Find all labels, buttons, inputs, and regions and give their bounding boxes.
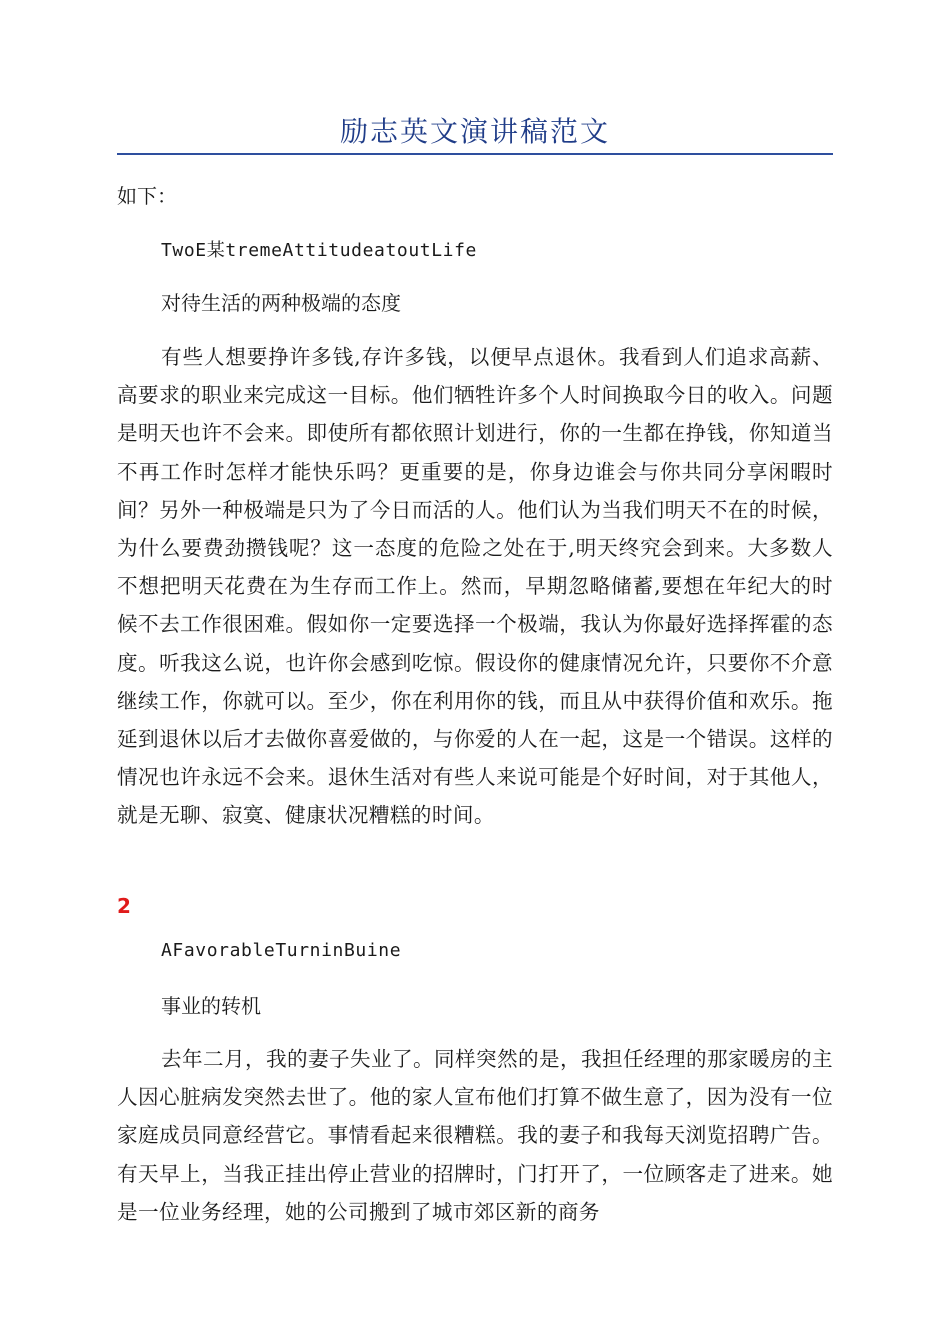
title-underline — [117, 153, 833, 155]
document-title: 励志英文演讲稿范文 — [339, 115, 610, 148]
section-number: 2 — [117, 894, 131, 918]
section1-body: 有些人想要挣许多钱,存许多钱，以便早点退休。我看到人们追求高薪、高要求的职业来完成这一目标。他们牺牲许多个人时间换取今日的收入。问题是明天也许不会来。即使所有都依照计划进行，你的一生都在挣钱，你知道当不再工作时怎样才能快乐吗？更重要的是，你身边谁会与你共同分享闲暇时间？另外一种极端是只为了今日而活的人。他们认为当我们明天不在的时候，为什么要费劲攒钱呢？这一态度的危险之处在于,明天终究会到来。大多数人不想把明天花费在为生存而工作上。然而，早期忽略储蓄,要想在年纪大的时候不去工作很困难。假如你一定要选择一个极端，我认为你最好选择挥霍的态度。听我这么说，也许你会感到吃惊。假设你的健康情况允许，只要你不介意继续工作，你就可以。至少，你在利用你的钱，而且从中获得价值和欢乐。拖延到退休以后才去做你喜爱做的，与你爱的人在一起，这是一个错误。这样的情况也许永远不会来。退休生活对有些人来说可能是个好时间，对于其他人，就是无聊、寂寞、健康状况糟糕的时间。 — [117, 345, 833, 828]
section1-chinese-title: 对待生活的两种极端的态度 — [161, 291, 401, 315]
section2-english-title: AFavorableTurninBuine — [161, 940, 402, 961]
intro-text: 如下： — [117, 184, 177, 208]
section2-body: 去年二月，我的妻子失业了。同样突然的是，我担任经理的那家暖房的主人因心脏病发突然去世了。他的家人宣布他们打算不做生意了，因为没有一位家庭成员同意经营它。事情看起来很糟糕。我的妻子和我每天浏览招聘广告。有天早上，当我正挂出停止营业的招牌时，门打开了，一位顾客走了进来。她是一位业务经理，她的公司搬到了城市郊区新的商务 — [117, 1047, 833, 1224]
section1-english-title: TwoE某tremeAttitudeatoutLife — [161, 240, 477, 261]
section2-chinese-title: 事业的转机 — [161, 994, 261, 1018]
